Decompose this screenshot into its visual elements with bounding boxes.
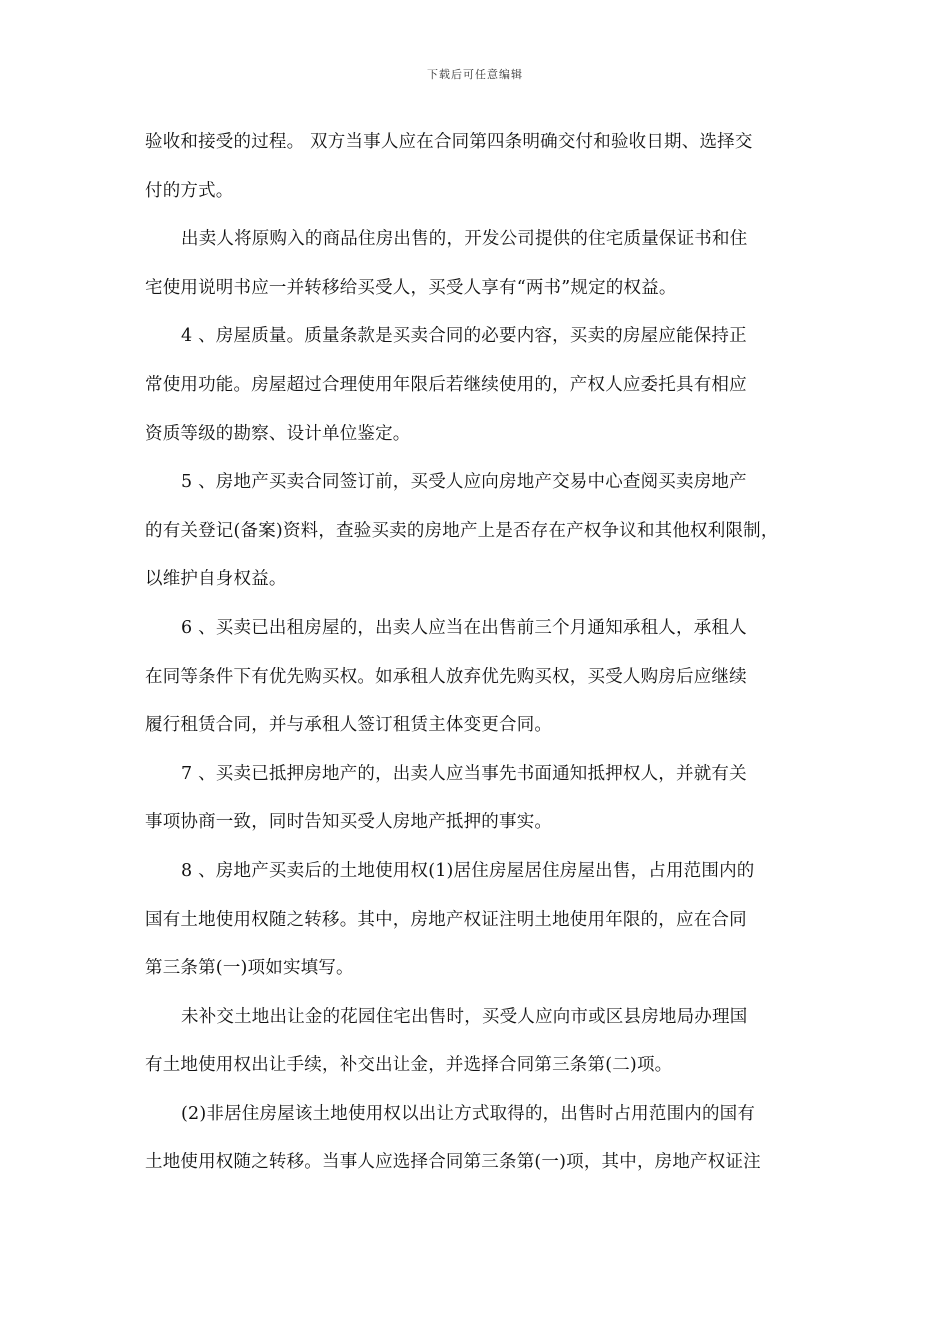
text-line: 土地使用权随之转移。当事人应选择合同第三条第(一)项，其中，房地产权证注 xyxy=(145,1152,761,1173)
text-line: 资质等级的勘察、设计单位鉴定。 xyxy=(145,423,411,444)
text-line: 未补交土地出让金的花园住宅出售时，买受人应向市或区县房地局办理国 xyxy=(181,1006,748,1027)
text-line: 8 、房地产买卖后的土地使用权(1)居住房屋居住房屋出售，占用范围内的 xyxy=(181,860,755,881)
page-header: 下载后可任意编辑 xyxy=(427,68,523,81)
text-line: 4 、房屋质量。质量条款是买卖合同的必要内容，买卖的房屋应能保持正 xyxy=(181,326,747,347)
text-line: 有土地使用权出让手续，补交出让金，并选择合同第三条第(二)项。 xyxy=(145,1055,673,1076)
text-line: 出卖人将原购入的商品住房出售的，开发公司提供的住宅质量保证书和住 xyxy=(181,229,748,250)
text-line: 第三条第(一)项如实填写。 xyxy=(145,958,354,979)
text-line: 事项协商一致，同时告知买受人房地产抵押的事实。 xyxy=(145,812,553,833)
text-line: 5 、房地产买卖合同签订前，买受人应向房地产交易中心查阅买卖房地产 xyxy=(181,472,747,493)
text-line: 在同等条件下有优先购买权。如承租人放弃优先购买权，买受人购房后应继续 xyxy=(145,666,747,687)
text-line: 6 、买卖已出租房屋的，出卖人应当在出售前三个月通知承租人，承租人 xyxy=(181,617,747,638)
text-line: 宅使用说明书应一并转移给买受人，买受人享有“两书”规定的权益。 xyxy=(145,277,677,298)
text-line: 国有土地使用权随之转移。其中，房地产权证注明土地使用年限的，应在合同 xyxy=(145,909,747,930)
text-line: (2)非居住房屋该土地使用权以出让方式取得的，出售时占用范围内的国有 xyxy=(181,1103,756,1124)
text-line: 常使用功能。房屋超过合理使用年限后若继续使用的，产权人应委托具有相应 xyxy=(145,374,747,395)
text-line: 验收和接受的过程。 双方当事人应在合同第四条明确交付和验收日期、选择交 xyxy=(145,132,753,152)
text-line: 的有关登记(备案)资料，查验买卖的房地产上是否存在产权争议和其他权利限制， xyxy=(145,520,779,541)
text-line: 付的方式。 xyxy=(145,180,234,201)
text-line: 履行租赁合同，并与承租人签订租赁主体变更合同。 xyxy=(145,715,553,736)
text-line: 7 、买卖已抵押房地产的，出卖人应当事先书面通知抵押权人，并就有关 xyxy=(181,763,747,784)
text-line: 以维护自身权益。 xyxy=(145,569,287,590)
document-body xyxy=(145,118,815,1187)
